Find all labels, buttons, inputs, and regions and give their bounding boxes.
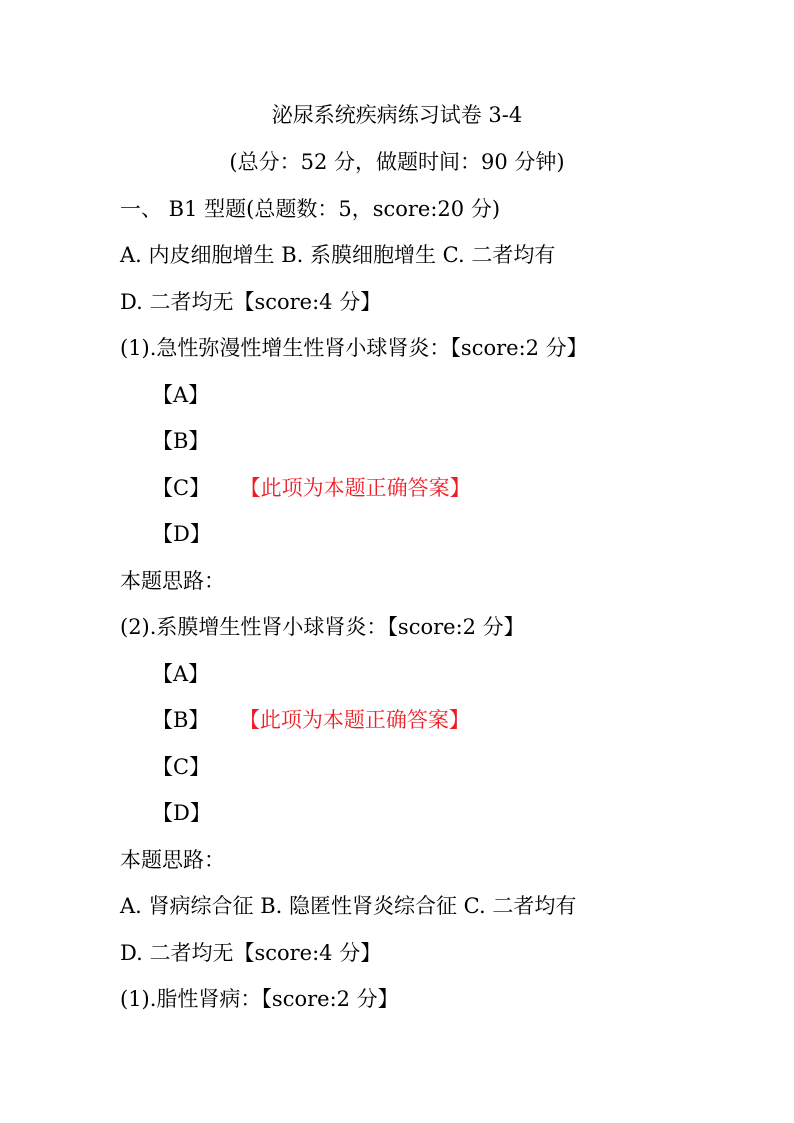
option-legend-line-1: A. 内皮细胞增生 B. 系膜细胞增生 C. 二者均有: [120, 243, 556, 267]
page-title: 泌尿系统疾病练习试卷 3-4: [271, 103, 523, 127]
choice-d: 【D】: [152, 522, 211, 546]
correct-answer-note: 【此项为本题正确答案】: [249, 708, 470, 732]
choice-a: 【A】: [152, 383, 210, 407]
section-heading: 一、 B1 型题(总题数：5，score:20 分): [120, 197, 501, 221]
explanation-label: 本题思路：: [120, 569, 225, 593]
choice-c: 【C】: [152, 476, 211, 500]
choice-d: 【D】: [152, 801, 211, 825]
choice-c-row: [152, 474, 471, 502]
option-legend-line-1: A. 肾病综合征 B. 隐匿性肾炎综合征 C. 二者均有: [120, 894, 577, 918]
option-legend-line-2: D. 二者均无【score:4 分】: [120, 941, 382, 965]
choice-b-row: [152, 706, 470, 734]
choice-a: 【A】: [152, 662, 210, 686]
exam-summary: (总分：52 分，做题时间：90 分钟): [229, 150, 565, 174]
question-stem: (1).脂性肾病：【score:2 分】: [120, 987, 399, 1011]
correct-answer-note: 【此项为本题正确答案】: [250, 476, 471, 500]
question-stem: (1).急性弥漫性增生性肾小球肾炎：【score:2 分】: [120, 336, 588, 360]
choice-c: 【C】: [152, 755, 211, 779]
question-stem: (2).系膜增生性肾小球肾炎：【score:2 分】: [120, 615, 525, 639]
option-legend-line-2: D. 二者均无【score:4 分】: [120, 290, 382, 314]
explanation-label: 本题思路：: [120, 848, 225, 872]
choice-b: 【B】: [152, 708, 210, 732]
choice-b: 【B】: [152, 429, 210, 453]
